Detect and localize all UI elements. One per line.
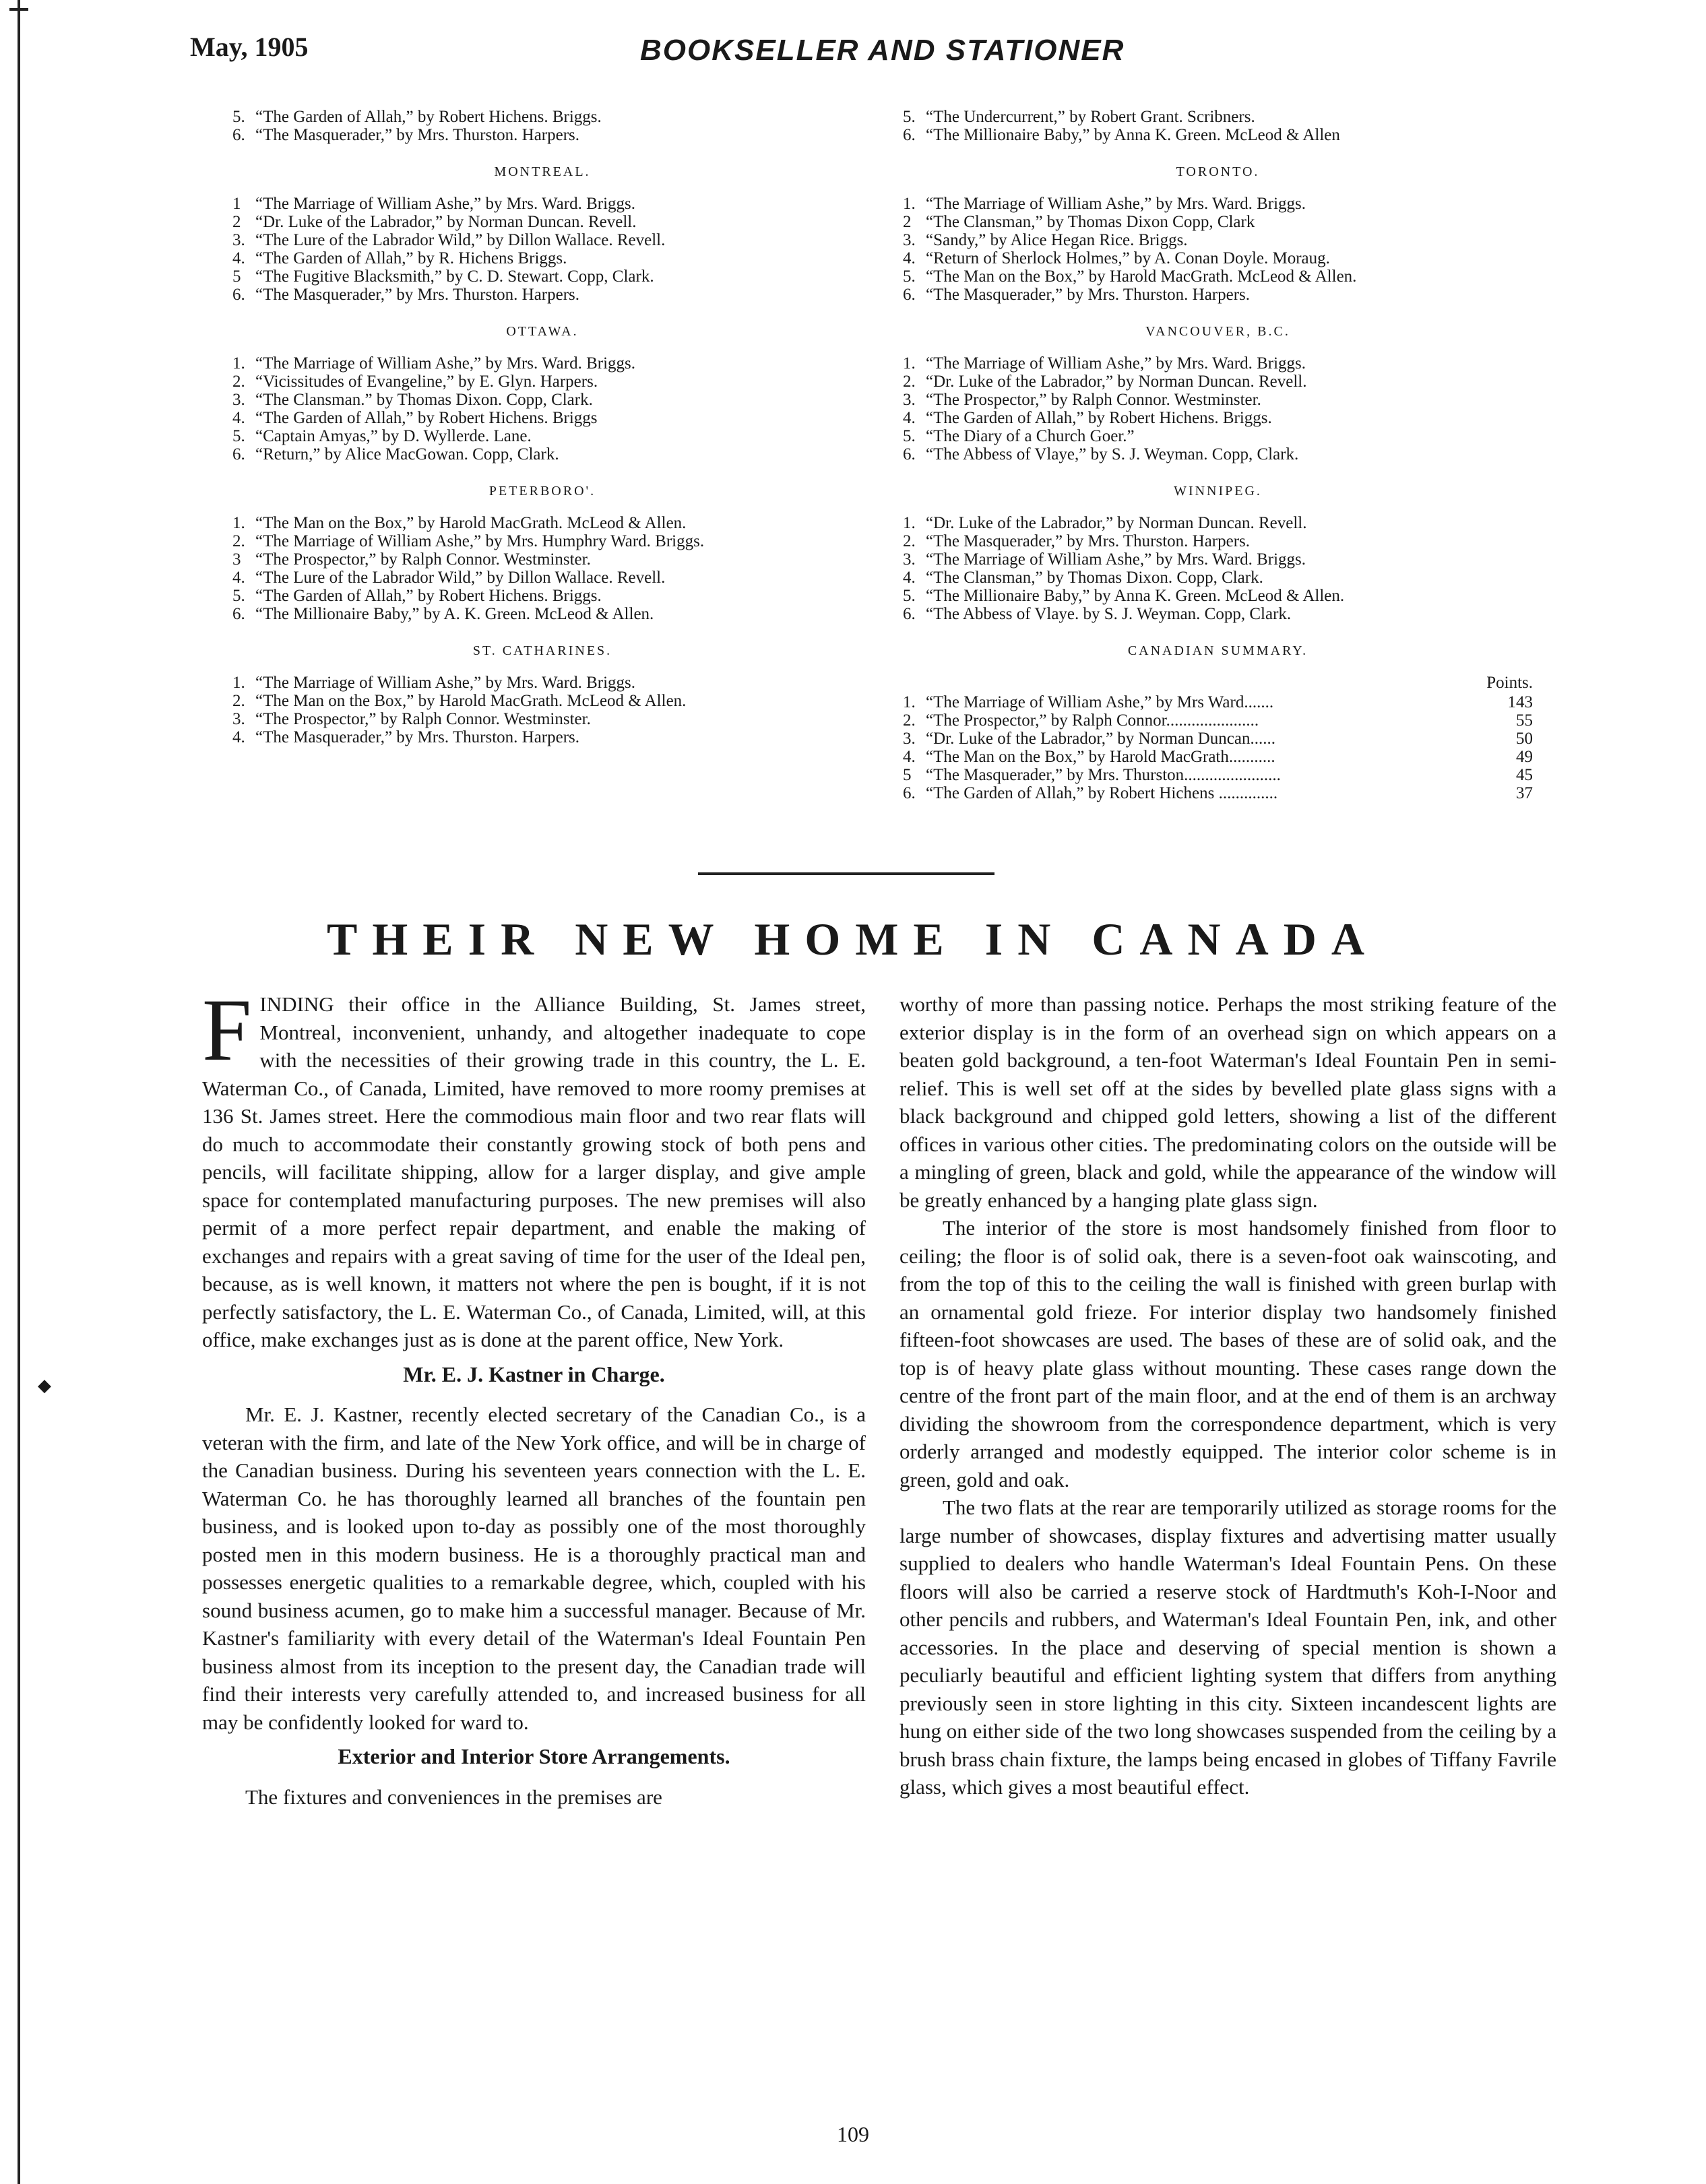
canadian-summary <box>903 642 1533 802</box>
item-number: 1. <box>903 693 916 711</box>
item-number: 2. <box>232 373 245 391</box>
item-number: 6. <box>903 784 916 802</box>
item-text: “The Garden of Allah,” by Robert Hichens. Briggs. <box>255 108 602 126</box>
item-text: “Dr. Luke of the Labrador,” by Norman Duncan...... <box>926 730 1275 748</box>
item-number: 6. <box>232 605 245 623</box>
list-item <box>232 605 852 623</box>
list-item <box>903 445 1533 463</box>
list-item <box>903 373 1533 391</box>
item-text: “The Prospector,” by Ralph Connor. Westminster. <box>255 550 591 569</box>
header-title: BOOKSELLER AND STATIONER <box>640 34 1125 67</box>
item-text: “The Lure of the Labrador Wild,” by Dillon Wallace. Revell. <box>255 569 666 587</box>
item-text: “The Marriage of William Ashe,” by Mrs. Ward. Briggs. <box>926 550 1306 569</box>
item-points: 45 <box>1516 766 1533 784</box>
page-number: 109 <box>837 2122 869 2146</box>
item-number: 3. <box>903 231 916 249</box>
list-item <box>903 550 1533 569</box>
item-text: “The Lure of the Labrador Wild,” by Dillon Wallace. Revell. <box>255 231 666 249</box>
item-number: 3. <box>903 550 916 569</box>
item-number: 4. <box>232 249 245 267</box>
list-group <box>903 323 1533 463</box>
item-number: 5. <box>903 587 916 605</box>
item-text: “Return of Sherlock Holmes,” by A. Conan Doyle. Moraug. <box>926 249 1330 267</box>
article-paragraph <box>202 980 866 1354</box>
list-group <box>232 642 852 746</box>
item-text: “The Millionaire Baby,” by Anna K. Green. McLeod & Allen <box>926 126 1340 144</box>
list-item <box>232 728 852 746</box>
item-number: 2. <box>232 692 245 710</box>
list-item <box>232 373 852 391</box>
city-heading: TORONTO. <box>1176 164 1260 179</box>
left-list-column <box>232 108 852 746</box>
list-item <box>232 108 852 126</box>
item-number: 6. <box>903 286 916 304</box>
list-group <box>903 482 1533 623</box>
list-item <box>232 427 852 445</box>
item-number: 3. <box>232 710 245 728</box>
item-text: “The Masquerader,” by Mrs. Thurston....................... <box>926 766 1281 784</box>
item-text: “Vicissitudes of Evangeline,” by E. Glyn. Harpers. <box>255 373 598 391</box>
item-number: 3. <box>232 391 245 409</box>
list-item <box>903 587 1533 605</box>
list-item <box>232 674 852 692</box>
item-number: 4. <box>232 728 245 746</box>
item-number: 1. <box>232 354 245 373</box>
item-number: 2. <box>903 711 916 730</box>
item-text: “Dr. Luke of the Labrador,” by Norman Duncan. Revell. <box>926 514 1307 532</box>
item-text: “The Marriage of William Ashe,” by Mrs. Ward. Briggs. <box>255 195 635 213</box>
article-left-column <box>202 980 866 1811</box>
item-number: 1. <box>232 674 245 692</box>
item-text: “The Marriage of William Ashe,” by Mrs. Ward. Briggs. <box>926 195 1306 213</box>
item-number: 6. <box>232 286 245 304</box>
list-item <box>232 550 852 569</box>
item-number: 1 <box>232 195 241 213</box>
item-points: 143 <box>1507 693 1533 711</box>
item-text: “The Man on the Box,” by Harold MacGrath........... <box>926 748 1275 766</box>
list-item <box>903 354 1533 373</box>
list-item <box>903 427 1533 445</box>
list-item <box>903 126 1533 144</box>
list-item <box>232 391 852 409</box>
right-list-column <box>903 108 1533 802</box>
item-number: 4. <box>903 748 916 766</box>
item-number: 4. <box>232 569 245 587</box>
item-text: “Dr. Luke of the Labrador,” by Norman Duncan. Revell. <box>926 373 1307 391</box>
item-text: “The Undercurrent,” by Robert Grant. Scribners. <box>926 108 1255 126</box>
item-points: 50 <box>1516 730 1533 748</box>
item-number: 2 <box>232 213 241 231</box>
summary-item <box>903 693 1533 711</box>
item-text: “The Clansman,” by Thomas Dixon Copp, Clark <box>926 213 1255 231</box>
list-item <box>232 286 852 304</box>
item-number: 5. <box>232 427 245 445</box>
item-number: 4. <box>903 249 916 267</box>
list-item <box>903 267 1533 286</box>
list-item <box>903 286 1533 304</box>
item-text: “The Millionaire Baby,” by A. K. Green. McLeod & Allen. <box>255 605 654 623</box>
item-points: 37 <box>1516 784 1533 802</box>
list-item <box>232 354 852 373</box>
list-group <box>232 163 852 304</box>
item-text: “The Prospector,” by Ralph Connor. Westminster. <box>255 710 591 728</box>
item-number: 1. <box>903 354 916 373</box>
item-number: 2. <box>232 532 245 550</box>
item-number: 6. <box>903 126 916 144</box>
item-text: “The Masquerader,” by Mrs. Thurston. Harpers. <box>255 126 580 144</box>
city-heading: ST. CATHARINES. <box>472 643 612 658</box>
item-number: 2 <box>903 213 912 231</box>
item-number: 5. <box>903 427 916 445</box>
item-number: 5 <box>903 766 912 784</box>
item-text: “The Masquerader,” by Mrs. Thurston. Harpers. <box>255 286 580 304</box>
item-text: “The Prospector,” by Ralph Connor...................... <box>926 711 1259 730</box>
item-number: 6. <box>232 126 245 144</box>
article-paragraph: The two flats at the rear are temporarily utilized as storage rooms for the large number of showcases, display fixtures and advertising matter usually supplied to dealers who handle Waterman's Ideal Fountain Pens. On these floors will also be carried a reserve stock of Hardtmuth's Koh-I-Noor and other pencils and rubbers, and Waterman's Ideal Fountain Pen, ink, and other accessories. In the place and deserving of special mention is shown a peculiarly beautiful and efficient lighting system that differs from anything previously seen in store lighting in this city. Sixteen incandescent lights are hung on either side of the two long showcases suspended from the ceiling by a brush brass chain fixture, the lamps being encased in globes of Tiffany Favrile glass, which gives a most beautiful effect. <box>899 1496 1556 1799</box>
list-item <box>903 213 1533 231</box>
item-text: “The Marriage of William Ashe,” by Mrs. Ward. Briggs. <box>926 354 1306 373</box>
list-item <box>903 605 1533 623</box>
item-number: 5 <box>232 267 241 286</box>
article-right-column <box>899 990 1556 1801</box>
article-paragraph: worthy of more than passing notice. Perhaps the most striking feature of the exterior display is in the form of an overhead sign on which appears on a beaten gold background, a ten-foot Waterman's Ideal Fountain Pen in semi-relief. This is well set off at the sides by bevelled plate glass signs with a black background and chipped gold letters, showing a list of the different offices in various other cities. The predominating colors on the outside will be a mingling of green, black and gold, while the appearance of the window will be greatly enhanced by a hanging plate glass sign. <box>899 992 1556 1212</box>
list-item <box>903 532 1533 550</box>
list-item <box>232 249 852 267</box>
article-subhead: Exterior and Interior Store Arrangements. <box>338 1744 730 1768</box>
list-item <box>903 108 1533 126</box>
summary-item <box>903 711 1533 730</box>
city-heading: PETERBORO'. <box>488 484 596 499</box>
item-number: 5. <box>903 267 916 286</box>
item-points: 49 <box>1516 748 1533 766</box>
list-group <box>903 108 1533 144</box>
item-number: 5. <box>903 108 916 126</box>
list-item <box>232 231 852 249</box>
list-item <box>903 569 1533 587</box>
list-item <box>232 514 852 532</box>
item-number: 1. <box>903 514 916 532</box>
list-item <box>903 195 1533 213</box>
item-points: 55 <box>1516 711 1533 730</box>
list-item <box>232 569 852 587</box>
item-text: “The Garden of Allah,” by Robert Hichens. Briggs. <box>255 587 602 605</box>
item-number: 1. <box>903 195 916 213</box>
city-heading: WINNIPEG. <box>1174 484 1262 499</box>
item-text: “The Man on the Box,” by Harold MacGrath. McLeod & Allen. <box>255 514 687 532</box>
item-number: 1. <box>232 514 245 532</box>
list-item <box>232 445 852 463</box>
item-text: “The Marriage of William Ashe,” by Mrs. Ward. Briggs. <box>255 674 635 692</box>
item-text: “The Clansman,” by Thomas Dixon. Copp, Clark. <box>926 569 1263 587</box>
item-text: “The Prospector,” by Ralph Connor. Westminster. <box>926 391 1261 409</box>
list-group <box>232 108 852 144</box>
item-number: 3. <box>903 730 916 748</box>
item-number: 3. <box>232 231 245 249</box>
item-number: 3. <box>903 391 916 409</box>
item-number: 4. <box>232 409 245 427</box>
item-text: “The Masquerader,” by Mrs. Thurston. Harpers. <box>926 286 1251 304</box>
item-text: “The Abbess of Vlaye,” by S. J. Weyman. Copp, Clark. <box>926 445 1299 463</box>
item-text: “Sandy,” by Alice Hegan Rice. Briggs. <box>926 231 1188 249</box>
item-text: “The Marriage of William Ashe,” by Mrs. Ward. Briggs. <box>255 354 635 373</box>
list-group <box>232 482 852 623</box>
binding-edge-line <box>18 0 20 2184</box>
item-text: “The Masquerader,” by Mrs. Thurston. Harpers. <box>255 728 580 746</box>
list-item <box>903 249 1533 267</box>
list-group <box>903 163 1533 304</box>
item-number: 5. <box>232 108 245 126</box>
points-label: Points. <box>1486 674 1533 692</box>
item-number: 4. <box>903 569 916 587</box>
summary-item <box>903 730 1533 748</box>
item-text: “The Garden of Allah,” by Robert Hichens .............. <box>926 784 1278 802</box>
article-subhead: Mr. E. J. Kastner in Charge. <box>403 1361 665 1386</box>
list-item <box>232 409 852 427</box>
item-number: 2. <box>903 373 916 391</box>
list-item <box>232 692 852 710</box>
item-number: 6. <box>903 605 916 623</box>
list-item <box>232 126 852 144</box>
binding-edge-tick <box>9 8 28 11</box>
article-paragraph: Mr. E. J. Kastner, recently elected secretary of the Canadian Co., is a veteran with the firm, and late of the New York office, and will be in charge of the Canadian business. During his seventeen years connection with the L. E. Waterman Co. he has thoroughly learned all branches of the fountain pen business, and is looked upon to-day as possibly one of the most thoroughly posted men in this modern business. He is a thoroughly practical man and possesses energetic qualities to a remarkable degree, which, coupled with his sound business acumen, go to make him a successful manager. Because of Mr. Kastner's familiarity with every detail of the Waterman's Ideal Fountain Pen business almost from its inception to the present day, the Canadian trade will find their interests very carefully attended to, and increased business for all may be confidently looked for ward to. <box>202 1403 866 1734</box>
item-text: “The Marriage of William Ashe,” by Mrs Ward....... <box>926 693 1274 711</box>
article-paragraph: The fixtures and conveniences in the premises are <box>245 1785 662 1809</box>
item-number: 6. <box>903 445 916 463</box>
city-heading: VANCOUVER, B.C. <box>1145 324 1290 339</box>
list-item <box>232 213 852 231</box>
item-text: “Dr. Luke of the Labrador,” by Norman Duncan. Revell. <box>255 213 637 231</box>
list-item <box>232 532 852 550</box>
item-number: 3 <box>232 550 241 569</box>
item-text: “The Garden of Allah,” by Robert Hichens. Briggs. <box>926 409 1272 427</box>
item-text: “The Garden of Allah,” by Robert Hichens. Briggs <box>255 409 598 427</box>
article-headline: THEIR NEW HOME IN CANADA <box>327 913 1379 965</box>
summary-item <box>903 784 1533 802</box>
item-number: 6. <box>232 445 245 463</box>
list-item <box>232 267 852 286</box>
list-item <box>903 391 1533 409</box>
list-item <box>232 195 852 213</box>
list-item <box>903 231 1533 249</box>
item-text: “The Marriage of William Ashe,” by Mrs. Humphry Ward. Briggs. <box>255 532 705 550</box>
item-text: “The Abbess of Vlaye. by S. J. Weyman. Copp, Clark. <box>926 605 1292 623</box>
list-item <box>232 710 852 728</box>
item-text: “The Garden of Allah,” by R. Hichens Briggs. <box>255 249 567 267</box>
item-text: “The Masquerader,” by Mrs. Thurston. Harpers. <box>926 532 1251 550</box>
drop-cap: F <box>202 980 252 1079</box>
item-text: “The Diary of a Church Goer.” <box>926 427 1135 445</box>
item-text: “The Clansman.” by Thomas Dixon. Copp, Clark. <box>255 391 593 409</box>
article-paragraph: The interior of the store is most handsomely finished from floor to ceiling; the floor is of solid oak, there is a seven-foot oak wainscoting, and from the top of this to the ceiling the wall is finished with green burlap with an ornamental gold frieze. For interior display two handsomely finished fifteen-foot showcases are used. The bases of these are of solid oak, and the top is of heavy plate glass without mounting. These cases range down the centre of the front part of the main floor, and at the end of them is an archway dividing the showroom from the correspondence department, which is very orderly arranged and modestly equipped. The interior color scheme is in green, gold and oak. <box>899 1216 1556 1491</box>
list-item <box>903 409 1533 427</box>
list-item <box>232 587 852 605</box>
item-text: “The Man on the Box,” by Harold MacGrath. McLeod & Allen. <box>255 692 687 710</box>
city-heading: OTTAWA. <box>506 324 579 339</box>
margin-mark: ◆ <box>38 1376 51 1396</box>
header-date: May, 1905 <box>190 32 309 62</box>
item-text: “Return,” by Alice MacGowan. Copp, Clark. <box>255 445 559 463</box>
summary-item <box>903 748 1533 766</box>
item-text: “The Man on the Box,” by Harold MacGrath. McLeod & Allen. <box>926 267 1357 286</box>
summary-item <box>903 766 1533 784</box>
section-rule <box>698 872 994 875</box>
item-number: 5. <box>232 587 245 605</box>
item-text: “The Millionaire Baby,” by Anna K. Green. McLeod & Allen. <box>926 587 1345 605</box>
item-text: “The Fugitive Blacksmith,” by C. D. Stewart. Copp, Clark. <box>255 267 654 286</box>
list-group <box>232 323 852 463</box>
summary-heading: CANADIAN SUMMARY. <box>1127 643 1308 658</box>
list-item <box>903 514 1533 532</box>
paragraph-text: INDING their office in the Alliance Building, St. James street, Montreal, inconvenient, unhandy, and altogether inadequate to cope with the necessities of their growing trade in this country, the L. E. Waterman Co., of Canada, Limited, have removed to more roomy premises at 136 St. James street. Here the commodious main floor and two rear flats will do much to accommodate their constantly growing stock of both pens and pencils, will facilitate shipping, allow for a larger display, and give ample space for contemplated manufacturing purposes. The new premises will also permit of a more perfect repair department, and enable the making of exchanges and repairs with a great saving of time for the user of the Ideal pen, because, as is well known, it matters not where the pen is bought, if it is not perfectly satisfactory, the L. E. Waterman Co., of Canada, Limited, will, at this office, make exchanges just as is done at the parent office, New York. <box>202 992 866 1351</box>
city-heading: MONTREAL. <box>494 164 591 179</box>
item-number: 4. <box>903 409 916 427</box>
item-text: “Captain Amyas,” by D. Wyllerde. Lane. <box>255 427 532 445</box>
item-number: 2. <box>903 532 916 550</box>
